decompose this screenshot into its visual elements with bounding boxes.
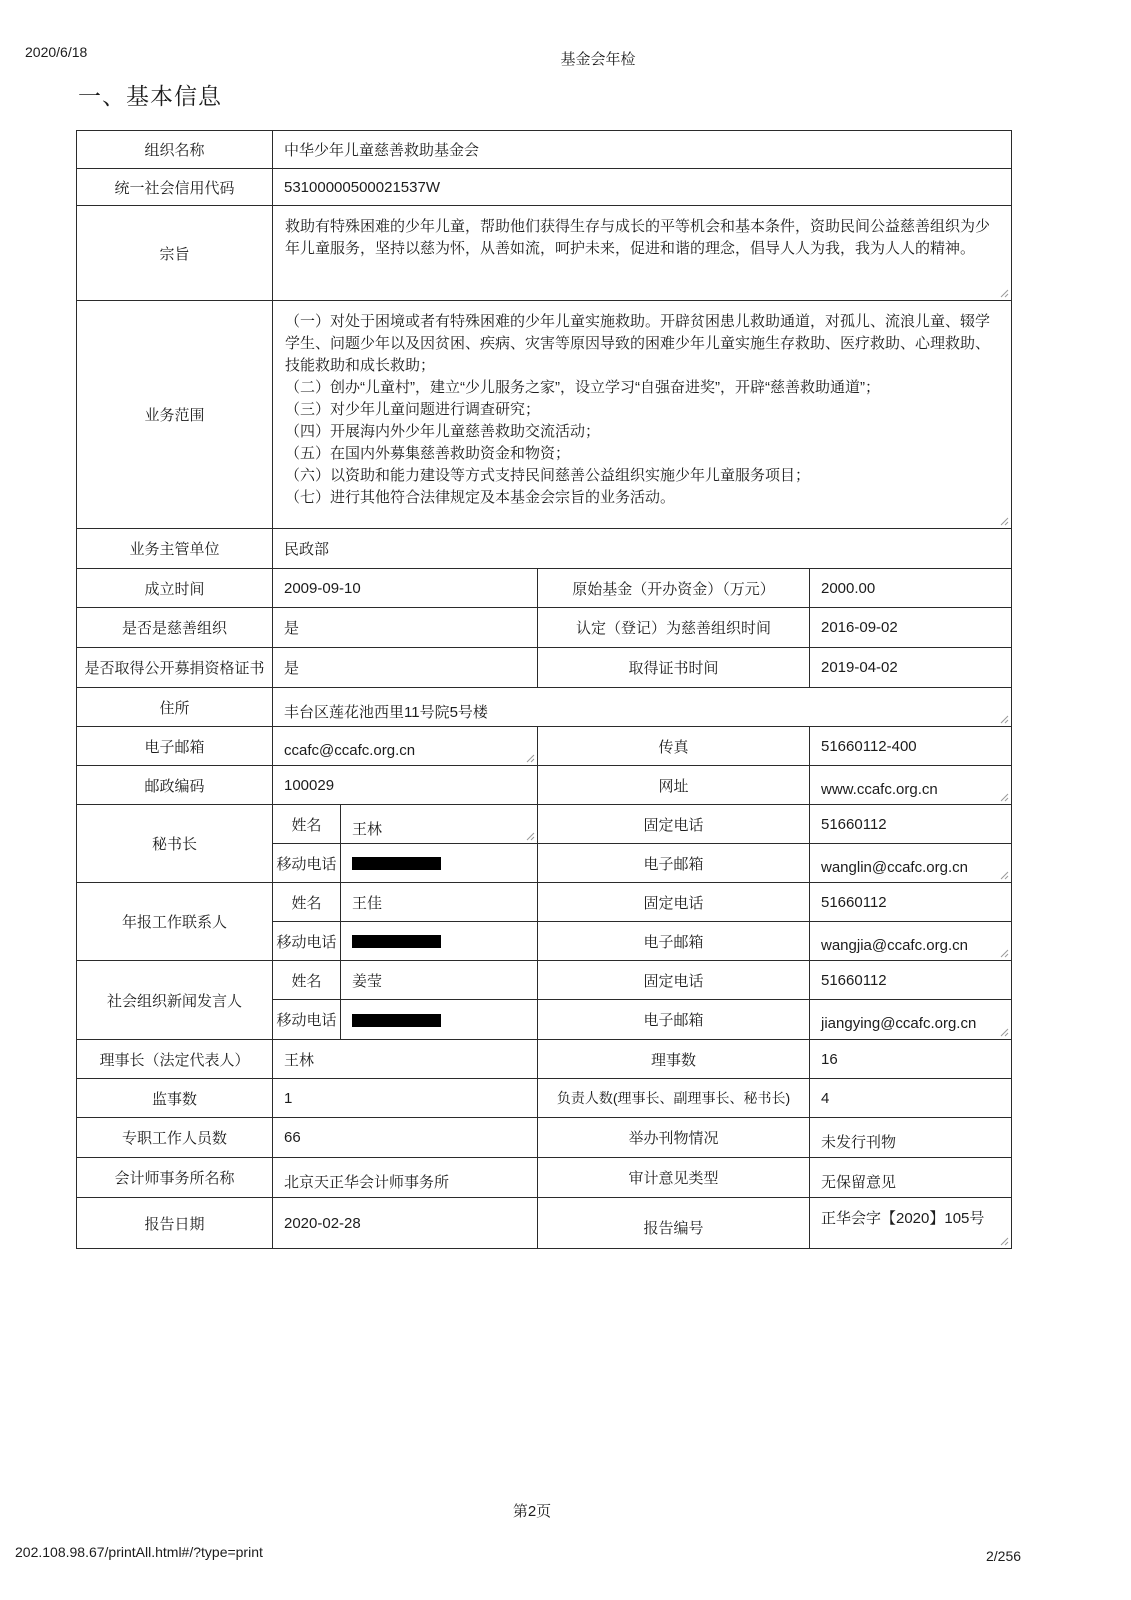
resize-grip-icon <box>1000 871 1009 880</box>
postcode-label: 邮政编码 <box>77 766 273 805</box>
row-postcode <box>77 766 1012 805</box>
spokesperson-label: 社会组织新闻发言人 <box>77 961 273 1040</box>
staff-label: 专职工作人员数 <box>77 1118 273 1158</box>
website-value: www.ccafc.org.cn <box>821 780 938 798</box>
contact-email-label: 电子邮箱 <box>538 844 810 883</box>
report-no-value: 正华会字【2020】105号 <box>821 1210 985 1227</box>
row-fundraising-cert <box>77 648 1012 688</box>
row-secretary-general-name <box>77 805 1012 844</box>
contact-name-label: 姓名 <box>273 883 341 922</box>
secretary-general-label: 秘书长 <box>77 805 273 883</box>
founded-label: 成立时间 <box>77 569 273 608</box>
cert-date-label: 取得证书时间 <box>538 648 810 688</box>
accounting-firm-label: 会计师事务所名称 <box>77 1158 273 1198</box>
secretary-general-name-cell <box>341 805 538 844</box>
leaders-value: 4 <box>810 1079 1012 1118</box>
accounting-firm-value: 北京天正华会计师事务所 <box>273 1158 538 1198</box>
is-charity-value: 是 <box>273 608 538 648</box>
report-no-label: 报告编号 <box>538 1198 810 1249</box>
row-supervisor <box>77 529 1012 569</box>
report-date-value: 2020-02-28 <box>273 1198 538 1249</box>
founded-value: 2009-09-10 <box>273 569 538 608</box>
address-value-cell <box>273 688 1012 727</box>
email-value: ccafc@ccafc.org.cn <box>284 741 416 759</box>
website-value-cell <box>810 766 1012 805</box>
scope-item: （二）创办“儿童村”，建立“少儿服务之家”，设立学习“自强奋进奖”，开辟“慈善救助通道”； <box>285 379 880 396</box>
contact-mobile-label: 移动电话 <box>273 922 341 961</box>
row-address <box>77 688 1012 727</box>
contact-email-label: 电子邮箱 <box>538 1000 810 1040</box>
resize-grip-icon <box>1000 949 1009 958</box>
credit-code-value: 53100000500021537W <box>273 169 1012 206</box>
section-title: 一、基本信息 <box>78 83 222 109</box>
leaders-label: 负责人数(理事长、副理事长、秘书长) <box>538 1079 810 1118</box>
row-staff <box>77 1118 1012 1158</box>
scope-item: （五）在国内外募集慈善救助资金和物资； <box>285 445 571 462</box>
scope-item: （七）进行其他符合法律规定及本基金会宗旨的业务活动。 <box>285 489 676 506</box>
row-accounting-firm <box>77 1158 1012 1198</box>
supervisor-label: 业务主管单位 <box>77 529 273 569</box>
page-number: 第2页 <box>512 1503 552 1520</box>
publications-value: 未发行刊物 <box>810 1118 1012 1158</box>
resize-grip-icon <box>1000 1028 1009 1037</box>
report-contact-name: 王佳 <box>341 883 538 922</box>
secretary-general-phone: 51660112 <box>810 805 1012 844</box>
spokesperson-email-cell <box>810 1000 1012 1040</box>
redaction-bar <box>352 857 441 870</box>
report-date-label: 报告日期 <box>77 1198 273 1249</box>
spokesperson-name: 姜莹 <box>341 961 538 1000</box>
spokesperson-email: jiangying@ccafc.org.cn <box>821 1015 977 1032</box>
cert-date-value: 2019-04-02 <box>810 648 1012 688</box>
contact-mobile-label: 移动电话 <box>273 844 341 883</box>
resize-grip-icon <box>526 832 535 841</box>
original-fund-value: 2000.00 <box>810 569 1012 608</box>
print-header-title: 基金会年检 <box>560 51 636 68</box>
spokesperson-phone: 51660112 <box>810 961 1012 1000</box>
directors-label: 理事数 <box>538 1040 810 1079</box>
resize-grip-icon <box>1000 793 1009 802</box>
website-label: 网址 <box>538 766 810 805</box>
is-charity-label: 是否是慈善组织 <box>77 608 273 648</box>
chairman-value: 王林 <box>273 1040 538 1079</box>
secretary-general-email: wanglin@ccafc.org.cn <box>821 858 968 876</box>
supervisors-label: 监事数 <box>77 1079 273 1118</box>
contact-name-label: 姓名 <box>273 961 341 1000</box>
row-purpose <box>77 206 1012 301</box>
row-spokesperson-name <box>77 961 1012 1000</box>
row-chairman <box>77 1040 1012 1079</box>
address-value: 丰台区莲花池西里11号院5号楼 <box>284 703 488 721</box>
scope-item: （三）对少年儿童问题进行调查研究； <box>285 401 541 418</box>
contact-name-label: 姓名 <box>273 805 341 844</box>
org-name-label: 组织名称 <box>77 131 273 169</box>
supervisor-value: 民政部 <box>273 529 1012 569</box>
contact-email-label: 电子邮箱 <box>538 922 810 961</box>
email-value-cell <box>273 727 538 766</box>
email-label: 电子邮箱 <box>77 727 273 766</box>
redaction-bar <box>352 935 441 948</box>
scope-item: （六）以资助和能力建设等方式支持民间慈善公益组织实施少年儿童服务项目； <box>285 467 811 484</box>
row-supervisors <box>77 1079 1012 1118</box>
spokesperson-mobile-cell <box>341 1000 538 1040</box>
redaction-bar <box>352 1014 441 1027</box>
purpose-label: 宗旨 <box>77 206 273 301</box>
audit-opinion-label: 审计意见类型 <box>538 1158 810 1198</box>
print-url: 202.108.98.67/printAll.html#/?type=print <box>15 1544 263 1560</box>
fax-label: 传真 <box>538 727 810 766</box>
report-contact-mobile-cell <box>341 922 538 961</box>
staff-value: 66 <box>273 1118 538 1158</box>
directors-value: 16 <box>810 1040 1012 1079</box>
row-business-scope <box>77 301 1012 529</box>
row-is-charity <box>77 608 1012 648</box>
scope-item: （四）开展海内外少年儿童慈善救助交流活动； <box>285 423 601 440</box>
secretary-general-email-cell <box>810 844 1012 883</box>
resize-grip-icon <box>1000 289 1009 298</box>
resize-grip-icon <box>1000 715 1009 724</box>
resize-grip-icon <box>1000 1237 1009 1246</box>
charity-date-value: 2016-09-02 <box>810 608 1012 648</box>
report-no-value-cell <box>810 1198 1012 1249</box>
scope-item: （一）对处于困境或者有特殊困难的少年儿童实施救助。开辟贫困患儿救助通道，对孤儿、流浪儿童、辍学学生、问题少年以及因贫困、疾病、灾害等原因导致的困难少年儿童实施生存救助、医疗救助、心理救助、技能救助和成长救助； <box>285 313 991 374</box>
contact-phone-label: 固定电话 <box>538 961 810 1000</box>
postcode-value: 100029 <box>273 766 538 805</box>
report-contact-phone: 51660112 <box>810 883 1012 922</box>
contact-phone-label: 固定电话 <box>538 883 810 922</box>
supervisors-value: 1 <box>273 1079 538 1118</box>
resize-grip-icon <box>1000 517 1009 526</box>
report-contact-email-cell <box>810 922 1012 961</box>
purpose-value-cell <box>273 206 1012 301</box>
business-scope-value <box>273 301 1012 529</box>
fundraising-cert-label: 是否取得公开募捐资格证书 <box>77 648 273 688</box>
publications-label: 举办刊物情况 <box>538 1118 810 1158</box>
original-fund-label: 原始基金（开办资金）（万元） <box>538 569 810 608</box>
fundraising-cert-value: 是 <box>273 648 538 688</box>
print-page-count: 2/256 <box>986 1548 1022 1564</box>
org-name-value: 中华少年儿童慈善救助基金会 <box>273 131 1012 169</box>
chairman-label: 理事长（法定代表人） <box>77 1040 273 1079</box>
address-label: 住所 <box>77 688 273 727</box>
basic-info-table <box>76 130 1012 1249</box>
contact-mobile-label: 移动电话 <box>273 1000 341 1040</box>
credit-code-label: 统一社会信用代码 <box>77 169 273 206</box>
secretary-general-name: 王林 <box>352 820 383 838</box>
report-contact-email: wangjia@ccafc.org.cn <box>821 936 968 954</box>
row-founded <box>77 569 1012 608</box>
business-scope-label: 业务范围 <box>77 301 273 529</box>
resize-grip-icon <box>526 754 535 763</box>
row-credit-code <box>77 169 1012 206</box>
row-report-contact-name <box>77 883 1012 922</box>
row-email <box>77 727 1012 766</box>
contact-phone-label: 固定电话 <box>538 805 810 844</box>
charity-date-label: 认定（登记）为慈善组织时间 <box>538 608 810 648</box>
audit-opinion-value: 无保留意见 <box>810 1158 1012 1198</box>
fax-value: 51660112-400 <box>810 727 1012 766</box>
report-contact-label: 年报工作联系人 <box>77 883 273 961</box>
purpose-value: 救助有特殊困难的少年儿童，帮助他们获得生存与成长的平等机会和基本条件，资助民间公益慈善组织为少年儿童服务，坚持以慈为怀，从善如流，呵护未来，促进和谐的理念，倡导人人为我，我为人人的精神。 <box>285 218 991 257</box>
row-org-name <box>77 131 1012 169</box>
secretary-general-mobile-cell <box>341 844 538 883</box>
row-report-date <box>77 1198 1012 1249</box>
print-date: 2020/6/18 <box>25 44 88 60</box>
